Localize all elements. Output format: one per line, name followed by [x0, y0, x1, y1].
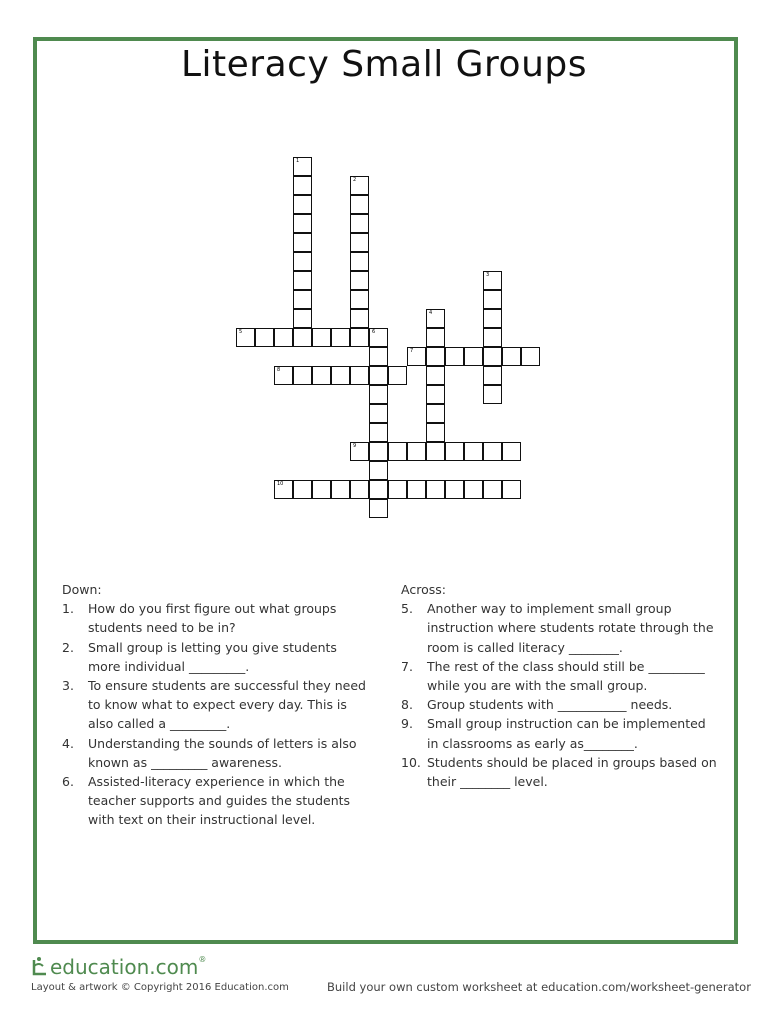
crossword-cell[interactable]	[274, 366, 293, 385]
crossword-cell[interactable]	[255, 328, 274, 347]
down-clue	[62, 676, 372, 734]
footer-generator-link[interactable]: Build your own custom worksheet at education.com/worksheet-generator	[327, 980, 751, 994]
clue-text: How do you first figure out what groups students need to be in?	[88, 601, 337, 636]
crossword-cell[interactable]	[483, 442, 502, 461]
education-logo	[30, 955, 206, 979]
crossword-cell[interactable]	[293, 290, 312, 309]
crossword-cell[interactable]	[331, 480, 350, 499]
cell-number: 1	[296, 158, 300, 164]
crossword-cell[interactable]	[293, 233, 312, 252]
clue-text: Group students with ___________ needs.	[427, 697, 673, 713]
cell-number: 3	[486, 272, 490, 278]
crossword-cell[interactable]	[388, 480, 407, 499]
registered-mark: ®	[198, 954, 207, 964]
crossword-cell[interactable]	[350, 214, 369, 233]
crossword-cell[interactable]	[445, 480, 464, 499]
crossword-cell[interactable]	[464, 442, 483, 461]
clue-number: 6.	[62, 774, 74, 790]
across-heading: Across:	[401, 582, 446, 597]
crossword-cell[interactable]	[464, 347, 483, 366]
crossword-cell[interactable]	[426, 404, 445, 423]
crossword-cell[interactable]	[236, 328, 255, 347]
across-clues	[401, 580, 721, 791]
across-clue-list	[401, 599, 721, 791]
cell-number: 10	[277, 481, 284, 487]
crossword-cell[interactable]	[483, 290, 502, 309]
clue-text: Understanding the sounds of letters is also known as _________ awareness.	[88, 735, 357, 770]
crossword-cell[interactable]	[350, 442, 369, 461]
crossword-cell[interactable]	[293, 271, 312, 290]
crossword-cell[interactable]	[350, 176, 369, 195]
crossword-cell[interactable]	[464, 480, 483, 499]
crossword-cell[interactable]	[369, 347, 388, 366]
page-title: Literacy Small Groups	[180, 44, 587, 85]
across-clue	[401, 599, 721, 657]
crossword-cell[interactable]	[350, 309, 369, 328]
crossword-cell[interactable]	[407, 442, 426, 461]
crossword-cell[interactable]	[350, 233, 369, 252]
education-logo-icon	[30, 956, 48, 978]
across-clue	[401, 695, 721, 714]
crossword-cell[interactable]	[350, 480, 369, 499]
crossword-cell[interactable]	[350, 195, 369, 214]
crossword-cell[interactable]	[483, 271, 502, 290]
crossword-cell[interactable]	[274, 328, 293, 347]
clue-number: 8.	[401, 697, 413, 713]
clue-number: 9.	[401, 716, 413, 732]
crossword-cell[interactable]	[293, 366, 312, 385]
crossword-cell[interactable]	[293, 328, 312, 347]
clue-number: 7.	[401, 658, 413, 674]
crossword-cell[interactable]	[483, 309, 502, 328]
down-clue	[62, 772, 372, 830]
clue-number: 2.	[62, 639, 74, 655]
crossword-cell[interactable]	[483, 328, 502, 347]
crossword-cell[interactable]	[369, 366, 388, 385]
clue-text: To ensure students are successful they need to know what to expect every day. This is also called a _________.	[88, 678, 366, 732]
clue-number: 3.	[62, 678, 74, 694]
clue-text: The rest of the class should still be _________ while you are with the small group.	[427, 658, 705, 694]
down-heading: Down:	[62, 582, 102, 597]
crossword-cell[interactable]	[293, 214, 312, 233]
across-clue	[401, 657, 721, 695]
crossword-cell[interactable]	[388, 366, 407, 385]
crossword-cell[interactable]	[331, 366, 350, 385]
clue-text: Small group is letting you give students more individual _________.	[88, 639, 337, 674]
crossword-cell[interactable]	[369, 480, 388, 499]
cell-number: 2	[353, 177, 357, 183]
crossword-cell[interactable]	[426, 328, 445, 347]
crossword-cell[interactable]	[426, 442, 445, 461]
down-clue	[62, 638, 372, 676]
crossword-cell[interactable]	[350, 290, 369, 309]
crossword-cell[interactable]	[312, 328, 331, 347]
crossword-cell[interactable]	[369, 423, 388, 442]
cell-number: 9	[353, 443, 357, 449]
down-clues	[62, 580, 372, 830]
crossword-cell[interactable]	[369, 385, 388, 404]
down-clue	[62, 599, 372, 637]
clue-text: Another way to implement small group instruction where students rotate through the room is called literacy ________.	[427, 601, 714, 655]
crossword-cell[interactable]	[274, 480, 293, 499]
crossword-cell[interactable]	[483, 385, 502, 404]
crossword-cell[interactable]	[445, 442, 464, 461]
crossword-cell[interactable]	[312, 480, 331, 499]
crossword-cell[interactable]	[369, 461, 388, 480]
crossword-cell[interactable]	[293, 195, 312, 214]
crossword-cell[interactable]	[483, 366, 502, 385]
crossword-cell[interactable]	[293, 252, 312, 271]
crossword-cell[interactable]	[293, 176, 312, 195]
crossword-cell[interactable]	[407, 347, 426, 366]
cell-number: 4	[429, 310, 433, 316]
clue-number: 1.	[62, 601, 74, 617]
logo-text: education.com	[50, 955, 199, 979]
crossword-cell[interactable]	[426, 480, 445, 499]
crossword-cell[interactable]	[426, 423, 445, 442]
crossword-cell[interactable]	[369, 328, 388, 347]
clue-text: Assisted-literacy experience in which the teacher supports and guides the students with text on their instructional level.	[88, 774, 351, 828]
crossword-cell[interactable]	[483, 347, 502, 366]
crossword-cell[interactable]	[350, 271, 369, 290]
footer-copyright: Layout & artwork © Copyright 2016 Education.com	[31, 982, 289, 993]
crossword-cell[interactable]	[369, 499, 388, 518]
crossword-cell[interactable]	[502, 347, 521, 366]
clue-text: Small group instruction can be implemented in classrooms as early as________.	[427, 716, 706, 751]
across-clue	[401, 714, 721, 752]
crossword-cell[interactable]	[331, 328, 350, 347]
clue-number: 4.	[62, 735, 74, 751]
crossword-cell[interactable]	[483, 480, 502, 499]
crossword-cell[interactable]	[293, 157, 312, 176]
crossword-cell[interactable]	[426, 385, 445, 404]
crossword-cell[interactable]	[350, 366, 369, 385]
crossword-cell[interactable]	[426, 347, 445, 366]
clue-text: Students should be placed in groups based on their ________ level.	[427, 754, 717, 790]
crossword-cell[interactable]	[388, 442, 407, 461]
crossword-cell[interactable]	[293, 309, 312, 328]
crossword-cell[interactable]	[350, 328, 369, 347]
crossword-cell[interactable]	[426, 309, 445, 328]
clue-number: 5.	[401, 601, 413, 617]
crossword-cell[interactable]	[369, 442, 388, 461]
crossword-cell[interactable]	[426, 366, 445, 385]
crossword-cell[interactable]	[350, 252, 369, 271]
cell-number: 7	[410, 348, 414, 354]
crossword-cell[interactable]	[293, 480, 312, 499]
crossword-cell[interactable]	[407, 480, 426, 499]
down-clue	[62, 734, 372, 772]
crossword-cell[interactable]	[369, 404, 388, 423]
crossword-cell[interactable]	[521, 347, 540, 366]
clue-number: 10.	[401, 754, 421, 770]
crossword-cell[interactable]	[445, 347, 464, 366]
down-clue-list	[62, 599, 372, 829]
crossword-cell[interactable]	[502, 442, 521, 461]
across-clue	[401, 753, 721, 791]
cell-number: 8	[277, 367, 281, 373]
crossword-cell[interactable]	[312, 366, 331, 385]
crossword-cell[interactable]	[502, 480, 521, 499]
cell-number: 6	[372, 329, 376, 335]
cell-number: 5	[239, 329, 243, 335]
